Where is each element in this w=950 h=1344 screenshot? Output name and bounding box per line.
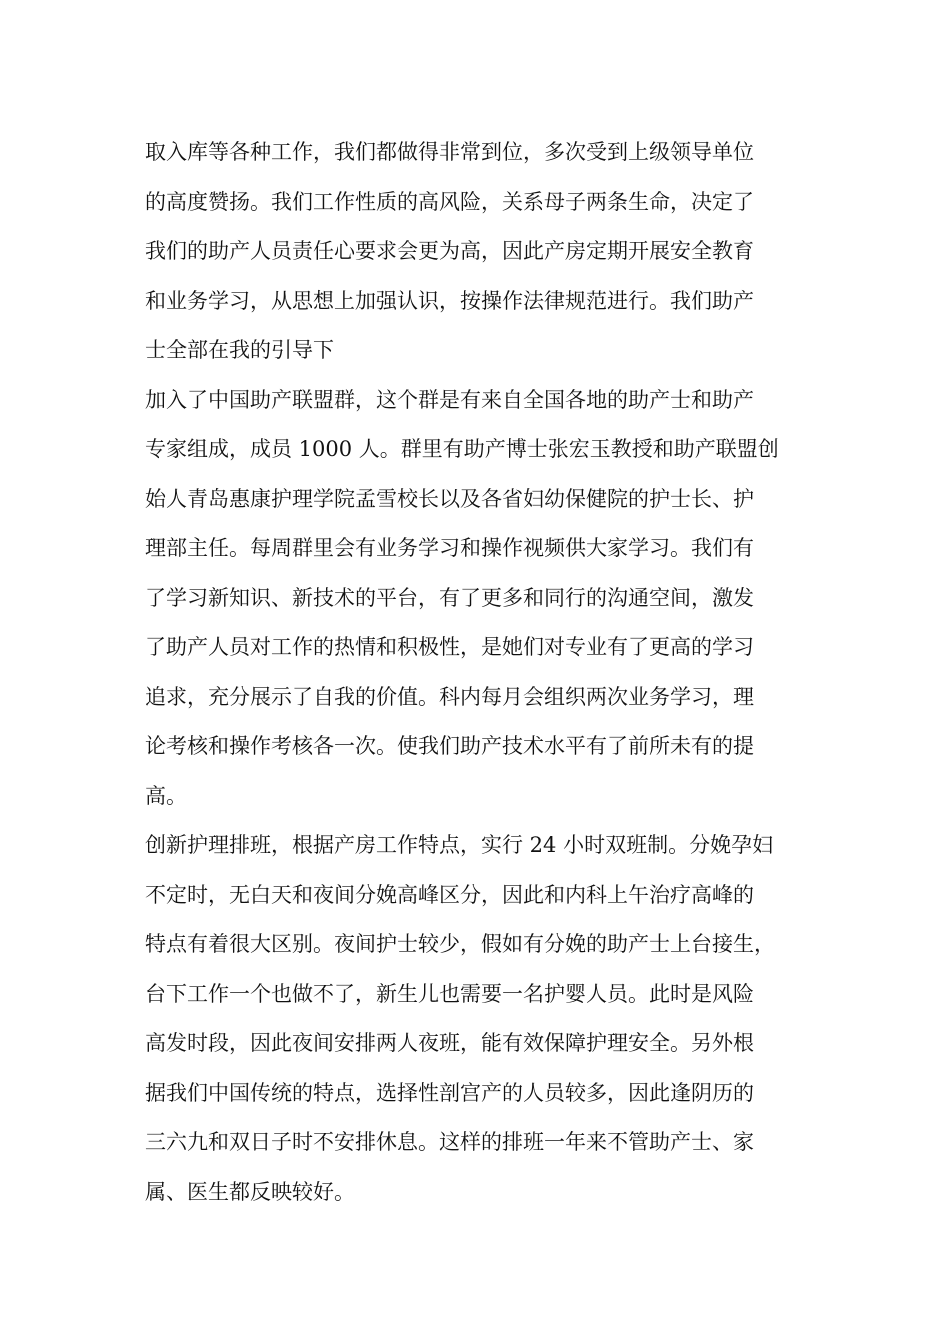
text-line: 了助产人员对工作的热情和积极性，是她们对专业有了更高的学习 bbox=[145, 635, 754, 659]
text-line: 据我们中国传统的特点，选择性剖宫产的人员较多，因此逢阴历的 bbox=[145, 1080, 754, 1105]
paragraph-3 bbox=[145, 821, 825, 1217]
text-line: 士全部在我的引导下 bbox=[145, 338, 334, 362]
text-line: 高发时段，因此夜间安排两人夜班，能有效保障护理安全。另外根 bbox=[145, 1031, 754, 1055]
text-line: 始人青岛惠康护理学院孟雪校长以及各省妇幼保健院的护士长、护 bbox=[145, 486, 754, 511]
text-line: 追求，充分展示了自我的价值。科内每月会组织两次业务学习，理 bbox=[145, 684, 754, 709]
text-line: 特点有着很大区别。夜间护士较少，假如有分娩的助产士上台接生， bbox=[145, 932, 775, 956]
paragraph-1 bbox=[145, 128, 825, 376]
text-line: 理部主任。每周群里会有业务学习和操作视频供大家学习。我们有 bbox=[145, 536, 754, 560]
text-line: 台下工作一个也做不了，新生儿也需要一名护婴人员。此时是风险 bbox=[145, 981, 754, 1006]
text-line: 创新护理排班，根据产房工作特点，实行 24 小时双班制。分娩孕妇 bbox=[145, 833, 774, 857]
document-body bbox=[145, 128, 825, 1217]
text-line: 属、医生都反映较好。 bbox=[145, 1179, 355, 1204]
text-line: 不定时，无白天和夜间分娩高峰区分，因此和内科上午治疗高峰的 bbox=[145, 882, 754, 907]
text-line: 加入了中国助产联盟群，这个群是有来自全国各地的助产士和助产 bbox=[145, 387, 754, 412]
text-line: 专家组成，成员 1000 人。群里有助产博士张宏玉教授和助产联盟创 bbox=[145, 437, 779, 461]
text-line: 高。 bbox=[145, 783, 187, 808]
text-line: 我们的助产人员责任心要求会更为高，因此产房定期开展安全教育 bbox=[145, 239, 754, 263]
text-line: 和业务学习，从思想上加强认识，按操作法律规范进行。我们助产 bbox=[145, 288, 754, 313]
text-line: 取入库等各种工作，我们都做得非常到位，多次受到上级领导单位 bbox=[145, 140, 754, 164]
text-line: 三六九和双日子时不安排休息。这样的排班一年来不管助产士、家 bbox=[145, 1130, 754, 1154]
text-line: 论考核和操作考核各一次。使我们助产技术水平有了前所未有的提 bbox=[145, 734, 754, 758]
paragraph-2 bbox=[145, 376, 825, 822]
text-line: 了学习新知识、新技术的平台，有了更多和同行的沟通空间，激发 bbox=[145, 585, 754, 610]
text-line: 的高度赞扬。我们工作性质的高风险，关系母子两条生命，决定了 bbox=[145, 189, 754, 214]
